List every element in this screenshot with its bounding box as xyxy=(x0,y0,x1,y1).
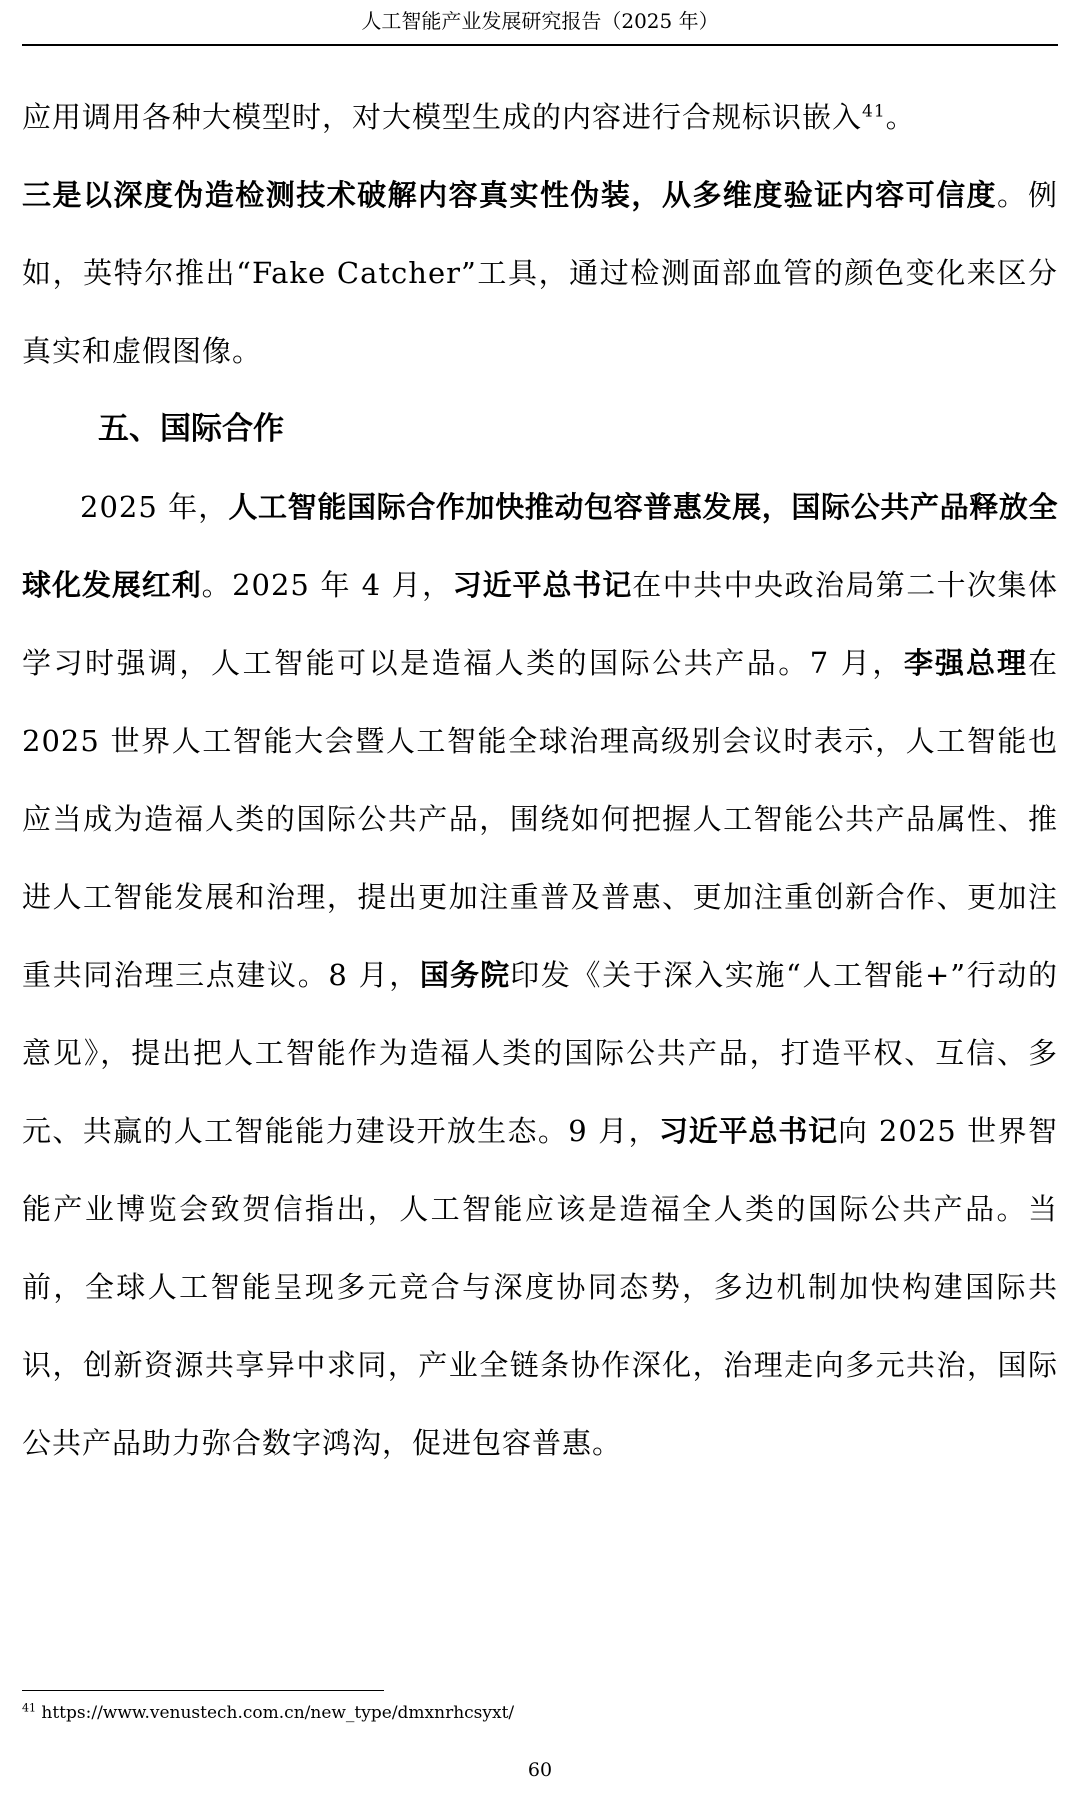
paragraph-3-s1: 2025 年， xyxy=(80,490,229,524)
paragraph-1-end: 。 xyxy=(885,100,916,134)
paragraph-3-s4: 在 2025 世界人工智能大会暨人工智能全球治理高级别会议时表示，人工智能也应当成为造福人类的国际公共产品，围绕如何把握人工智能公共产品属性、推进人工智能发展和治理，提出更加注重普及普惠、更加注重创新合作、更加注重共同治理三点建议。8 月， xyxy=(22,646,1058,992)
page-number: 60 xyxy=(527,1759,553,1781)
paragraph-1 xyxy=(22,78,1058,156)
paragraph-2-bold: 三是以深度伪造检测技术破解内容真实性伪装，从多维度验证内容可信度 xyxy=(22,178,998,212)
paragraph-2-text: 。例如，英特尔推出“Fake Catcher”工具，通过检测面部血管的颜色变化来区分真实和虚假图像。 xyxy=(22,178,1058,368)
footnote xyxy=(22,1700,514,1726)
paragraph-3-b3: 李强总理 xyxy=(903,646,1028,680)
paragraph-3-s5: 印发《关于深入实施“人工智能+”行动的意见》，提出把人工智能作为造福人类的国际公共产品，打造平权、互信、多元、共赢的人工智能能力建设开放生态。9 月， xyxy=(22,958,1058,1148)
paragraph-3-s6: 向 2025 世界智能产业博览会致贺信指出，人工智能应该是造福全人类的国际公共产品。当前，全球人工智能呈现多元竞合与深度协同态势，多边机制加快构建国际共识，创新资源共享异中求同，产业全链条协作深化，治理走向多元共治，国际公共产品助力弥合数字鸿沟，促进包容普惠。 xyxy=(22,1114,1058,1460)
paragraph-3-b5: 习近平总书记 xyxy=(658,1114,839,1148)
paragraph-3-s2: 。2025 年 4 月， xyxy=(201,568,453,602)
header-divider xyxy=(22,44,1058,46)
footnote-number: 41 xyxy=(22,1701,36,1715)
paragraph-3-s3: 在中共中央政治局第二十次集体学习时强调，人工智能可以是造福人类的国际公共产品。7 月， xyxy=(22,568,1058,680)
footnote-ref-41[interactable]: 41 xyxy=(862,101,886,122)
footnote-divider xyxy=(22,1690,384,1691)
paragraph-3-b4: 国务院 xyxy=(419,958,511,992)
paragraph-3 xyxy=(22,468,1058,1482)
footnote-link[interactable]: https://www.venustech.com.cn/new_type/dmxnrhcsyxt/ xyxy=(36,1703,515,1723)
paragraph-3-b2: 习近平总书记 xyxy=(452,568,633,602)
paragraph-1-text: 应用调用各种大模型时，对大模型生成的内容进行合规标识嵌入 xyxy=(22,100,863,134)
page-header: 人工智能产业发展研究报告（2025 年） xyxy=(361,9,719,33)
paragraph-3-b1: 人工智能国际合作加快推动包容普惠发展，国际公共产品释放全球化发展红利 xyxy=(22,490,1058,602)
document-body xyxy=(22,78,1058,1482)
section-heading: 五、国际合作 xyxy=(98,411,284,447)
paragraph-2 xyxy=(22,156,1058,390)
